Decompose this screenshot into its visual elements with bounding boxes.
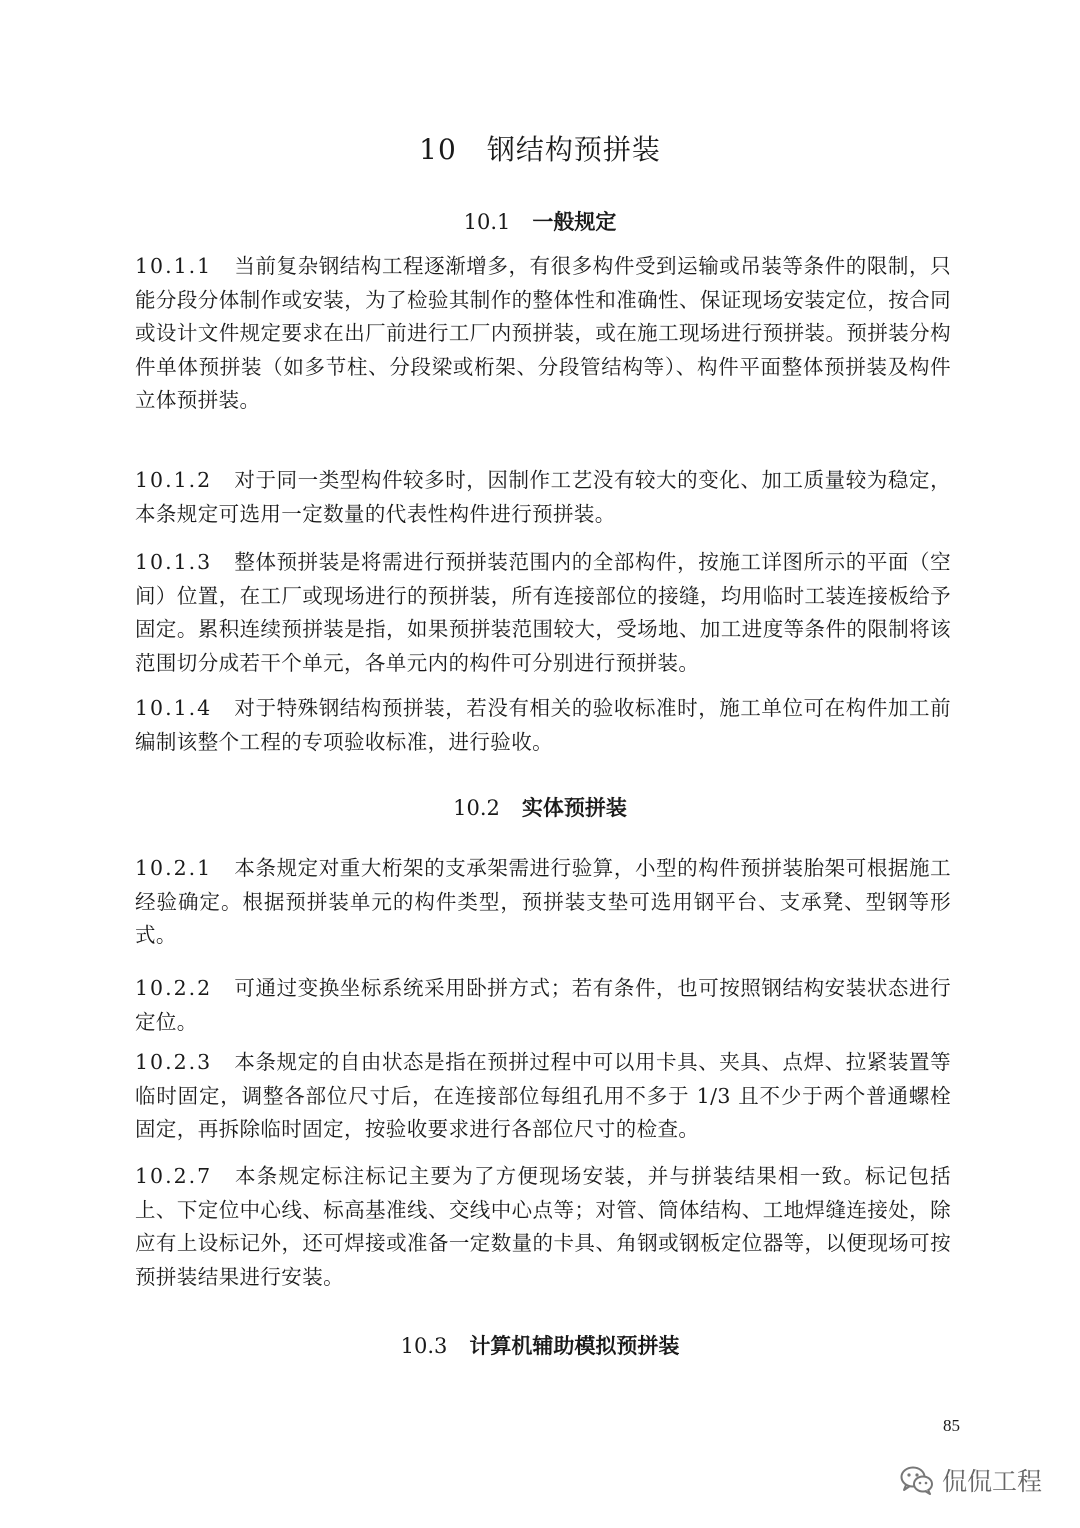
clause-number: 10.1.4 bbox=[135, 696, 213, 720]
chapter-title bbox=[0, 128, 1080, 168]
clause-10-2-3 bbox=[135, 1046, 951, 1147]
wechat-icon bbox=[900, 1465, 934, 1495]
section-title-text: 实体预拼装 bbox=[521, 795, 627, 820]
clause-number: 10.1.2 bbox=[135, 468, 213, 492]
clause-text: 可通过变换坐标系统采用卧拼方式；若有条件，也可按照钢结构安装状态进行定位。 bbox=[135, 976, 951, 1034]
section-number: 10.3 bbox=[400, 1334, 448, 1358]
clause-10-2-2 bbox=[135, 972, 951, 1039]
chapter-number: 10 bbox=[419, 133, 457, 166]
clause-text: 对于同一类型构件较多时，因制作工艺没有较大的变化、加工质量较为稳定，本条规定可选用一定数量的代表性构件进行预拼装。 bbox=[135, 468, 951, 526]
clause-number: 10.1.1 bbox=[135, 254, 213, 278]
clause-10-1-2 bbox=[135, 464, 951, 531]
section-title-10-2 bbox=[0, 792, 1080, 822]
clause-text: 整体预拼装是将需进行预拼装范围内的全部构件，按施工详图所示的平面（空间）位置，在工厂或现场进行的预拼装，所有连接部位的接缝，均用临时工装连接板给予固定。累积连续预拼装是指，如果预拼装范围较大，受场地、加工进度等条件的限制将该范围切分成若干个单元，各单元内的构件可分别进行预拼装。 bbox=[135, 550, 951, 675]
clause-text: 当前复杂钢结构工程逐渐增多，有很多构件受到运输或吊装等条件的限制，只能分段分体制作或安装，为了检验其制作的整体性和准确性、保证现场安装定位，按合同或设计文件规定要求在出厂前进行工厂内预拼装，或在施工现场进行预拼装。预拼装分构件单体预拼装（如多节柱、分段梁或桁架、分段管结构等）、构件平面整体预拼装及构件立体预拼装。 bbox=[135, 254, 951, 412]
section-title-10-1 bbox=[0, 206, 1080, 236]
clause-number: 10.2.1 bbox=[135, 856, 213, 880]
section-title-text: 一般规定 bbox=[532, 209, 617, 234]
clause-10-1-3 bbox=[135, 546, 951, 680]
watermark bbox=[900, 1462, 1042, 1498]
clause-10-1-1 bbox=[135, 250, 951, 418]
section-number: 10.1 bbox=[463, 210, 511, 234]
clause-10-1-4 bbox=[135, 692, 951, 759]
clause-10-2-1 bbox=[135, 852, 951, 953]
page-number: 85 bbox=[943, 1416, 960, 1435]
section-title-10-3 bbox=[0, 1330, 1080, 1360]
section-number: 10.2 bbox=[453, 796, 500, 820]
clause-number: 10.1.3 bbox=[135, 550, 213, 574]
clause-number: 10.2.3 bbox=[135, 1050, 213, 1074]
watermark-label: 侃侃工程 bbox=[942, 1467, 1043, 1496]
clause-text: 对于特殊钢结构预拼装，若没有相关的验收标准时，施工单位可在构件加工前编制该整个工程的专项验收标准，进行验收。 bbox=[135, 696, 951, 754]
clause-text: 本条规定标注标记主要为了方便现场安装，并与拼装结果相一致。标记包括上、下定位中心线、标高基准线、交线中心点等；对管、筒体结构、工地焊缝连接处，除应有上设标记外，还可焊接或准备一定数量的卡具、角钢或钢板定位器等，以便现场可按预拼装结果进行安装。 bbox=[135, 1164, 951, 1289]
chapter-title-text: 钢结构预拼装 bbox=[486, 133, 661, 166]
clause-number: 10.2.7 bbox=[135, 1164, 213, 1188]
clause-10-2-7 bbox=[135, 1160, 951, 1294]
clause-text: 本条规定的自由状态是指在预拼过程中可以用卡具、夹具、点焊、拉紧装置等临时固定，调整各部位尺寸后，在连接部位每组孔用不多于 1/3 且不少于两个普通螺栓固定，再拆除临时固定，按验收要求进行各部位尺寸的检查。 bbox=[135, 1050, 951, 1141]
section-title-text: 计算机辅助模拟预拼装 bbox=[469, 1333, 680, 1358]
clause-number: 10.2.2 bbox=[135, 976, 213, 1000]
clause-text: 本条规定对重大桁架的支承架需进行验算，小型的构件预拼装胎架可根据施工经验确定。根据预拼装单元的构件类型，预拼装支垫可选用钢平台、支承凳、型钢等形式。 bbox=[135, 856, 951, 947]
